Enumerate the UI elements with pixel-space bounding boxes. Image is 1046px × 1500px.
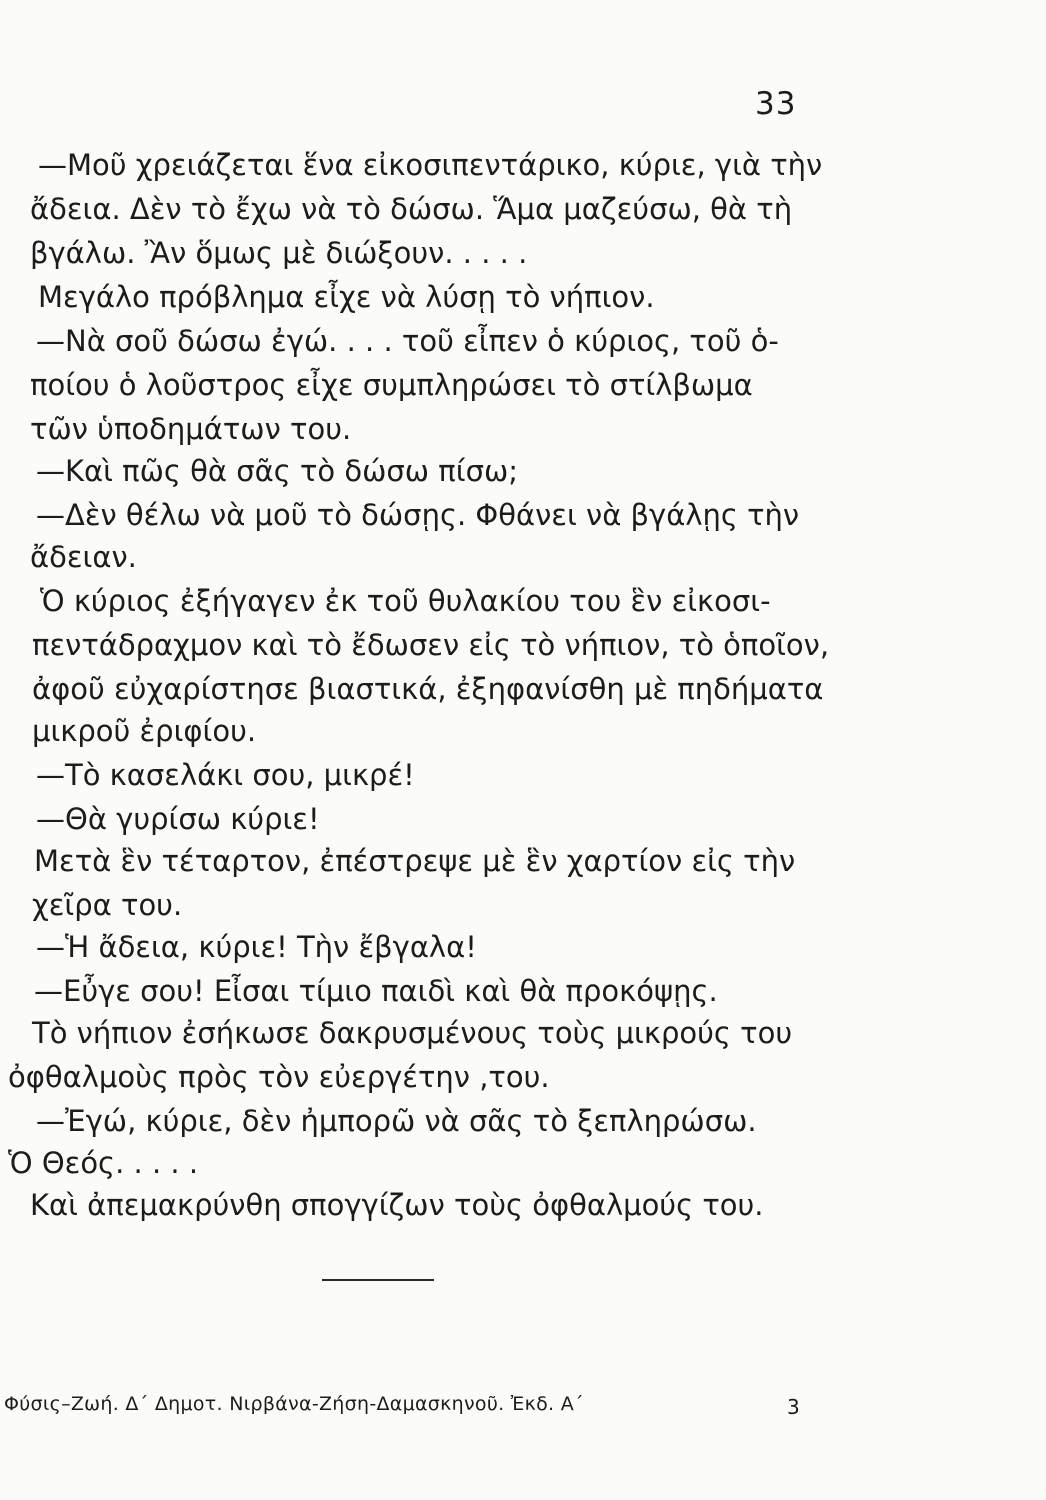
footer-signature: 3 (787, 1395, 800, 1419)
text-line: —Δὲν θέλω νὰ μοῦ τὸ δώσῃς. Φθάνει νὰ βγάλῃς τὴν (36, 498, 800, 532)
text-line: ποίου ὁ λοῦστρος εἶχε συμπληρώσει τὸ στίλβωμα (30, 368, 753, 402)
text-line: Τὸ νήπιον ἐσήκωσε δακρυσμένους τοὺς μικρούς του (32, 1016, 793, 1050)
text-line: ἄδειαν. (30, 540, 137, 574)
text-line: —Νὰ σοῦ δώσω ἐγώ. . . . τοῦ εἶπεν ὁ κύριος, τοῦ ὁ- (36, 324, 779, 358)
text-line: ὀφθαλμοὺς πρὸς τὸν εὐεργέτην ,του. (8, 1060, 550, 1094)
text-line: Μετὰ ἓν τέταρτον, ἐπέστρεψε μὲ ἓν χαρτίον εἰς τὴν (34, 844, 796, 878)
text-line: Καὶ ἀπεμακρύνθη σπογγίζων τοὺς ὀφθαλμούς του. (30, 1188, 764, 1222)
page-number: 33 (755, 86, 797, 122)
text-line: ἄδεια. Δὲν τὸ ἔχω νὰ τὸ δώσω. Ἅμα μαζεύσω, θὰ τὴ (30, 192, 793, 226)
text-line: —Εὖγε σου! Εἶσαι τίμιο παιδὶ καὶ θὰ προκόψῃς. (34, 974, 718, 1008)
text-line: —Καὶ πῶς θὰ σᾶς τὸ δώσω πίσω; (36, 454, 518, 488)
text-line: —Ἐγώ, κύριε, δὲν ἠμπορῶ νὰ σᾶς τὸ ξεπληρώσω. (36, 1104, 757, 1138)
text-line: ἀφοῦ εὐχαρίστησε βιαστικά, ἐξηφανίσθη μὲ πηδήματα (32, 672, 824, 706)
text-line: —Θὰ γυρίσω κύριε! (36, 802, 320, 836)
footer-imprint: Φύσις–Ζωή. Δ΄ Δημοτ. Νιρβάνα-Ζήση-Δαμασκηνοῦ. Ἐκδ. Α΄ (4, 1393, 584, 1415)
text-line: Ὁ Θεός. . . . . (8, 1146, 199, 1180)
text-line: Μεγάλο πρόβλημα εἶχε νὰ λύσῃ τὸ νήπιον. (38, 280, 655, 314)
text-line: τῶν ὑποδημάτων του. (30, 412, 352, 446)
text-line: μικροῦ ἐριφίου. (32, 714, 257, 748)
text-line: —Τὸ κασελάκι σου, μικρέ! (36, 758, 415, 792)
text-line: πεντάδραχμον καὶ τὸ ἔδωσεν εἰς τὸ νήπιον, τὸ ὁποῖον, (32, 628, 830, 662)
text-line: —Μοῦ χρειάζεται ἕνα εἰκοσιπεντάρικο, κύριε, γιὰ τὴν (38, 148, 823, 182)
text-line: Ὁ κύριος ἐξήγαγεν ἐκ τοῦ θυλακίου του ἓν εἰκοσι- (40, 584, 771, 618)
section-separator (322, 1279, 434, 1281)
text-line: βγάλω. Ἂν ὅμως μὲ διώξουν. . . . . (30, 236, 528, 270)
text-line: χεῖρα του. (32, 888, 183, 922)
text-line: —Ἡ ἄδεια, κύριε! Τὴν ἔβγαλα! (36, 930, 477, 964)
